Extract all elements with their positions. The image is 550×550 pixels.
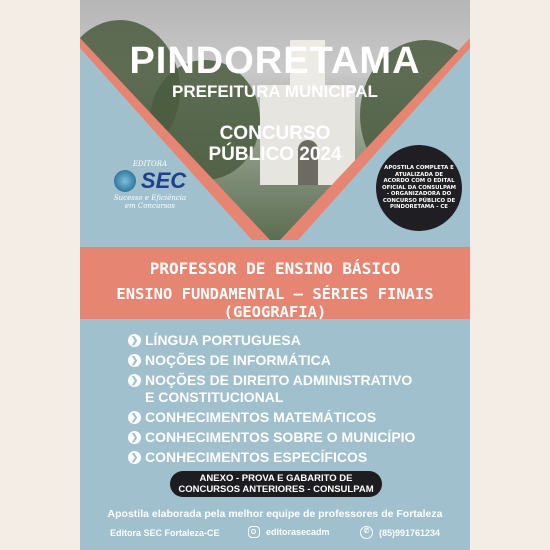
publisher-logo (110, 160, 190, 230)
logo-tagline-1: Sucesso e Eficiência (113, 194, 187, 202)
contest-line-1: CONCURSO (219, 123, 331, 144)
list-item: ❯ CONHECIMENTOS MATEMÁTICOS (128, 409, 468, 426)
chevron-right-icon: ❯ (128, 354, 141, 367)
contest-line-2: PÚBLICO 2024 (208, 144, 342, 165)
position-title: PROFESSOR DE ENSINO BÁSICO (149, 259, 401, 278)
position-subtitle: ENSINO FUNDAMENTAL – SÉRIES FINAIS (GEOGRAFIA) (116, 285, 434, 321)
logo-brand: SEC (140, 168, 187, 193)
whatsapp-link[interactable] (360, 526, 440, 539)
book-cover (80, 0, 470, 550)
logo-top-text: EDITORA (132, 160, 168, 168)
annex-line-2: CONCURSOS ANTERIORES - CONSULPAM (178, 484, 374, 495)
logo-tagline-2: em Concursos (124, 202, 176, 210)
edital-badge (376, 145, 462, 231)
chevron-right-icon: ❯ (128, 451, 141, 464)
position-banner (80, 247, 470, 319)
annex-line-1: ANEXO - PROVA E GABARITO DE (199, 473, 353, 484)
subject-list (128, 332, 468, 469)
list-item: ❯ NOÇÕES DE DIREITO ADMINISTRATIVO E CONSTITUCIONAL (128, 372, 468, 406)
instagram-handle: editorasecadm (266, 527, 330, 537)
publisher-name: Editora SEC Fortaleza-CE (110, 528, 220, 538)
list-item: ❯ LÍNGUA PORTUGUESA (128, 332, 468, 349)
whatsapp-icon: ✆ (360, 526, 373, 539)
city-title: PINDORETAMA (129, 40, 421, 82)
chevron-right-icon: ❯ (128, 334, 141, 347)
list-item: ❯ CONHECIMENTOS ESPECÍFICOS (128, 449, 468, 466)
chevron-right-icon: ❯ (128, 374, 141, 387)
city-subtitle: PREFEITURA MUNICIPAL (172, 82, 378, 101)
instagram-icon (248, 526, 260, 538)
footer-note: Apostila elaborada pela melhor equipe de professores de Fortaleza (107, 508, 443, 520)
instagram-link[interactable] (248, 526, 330, 538)
chevron-right-icon: ❯ (128, 411, 141, 424)
phone-number: (85)991761234 (379, 527, 441, 538)
list-item: ❯ NOÇÕES DE INFORMÁTICA (128, 352, 468, 369)
badge-text: APOSTILA COMPLETA E ATUALIZADA DE ACORDO COM O EDITAL OFICIAL DA CONSULPAM - ORGANIZADORA DO CONCURSO PÚBLICO DE PINDORETAMA - CE (382, 164, 456, 211)
annex-pill (170, 471, 382, 497)
chevron-right-icon: ❯ (128, 431, 141, 444)
list-item: ❯ CONHECIMENTOS SOBRE O MUNICÍPIO (128, 429, 468, 446)
globe-icon (114, 170, 136, 192)
